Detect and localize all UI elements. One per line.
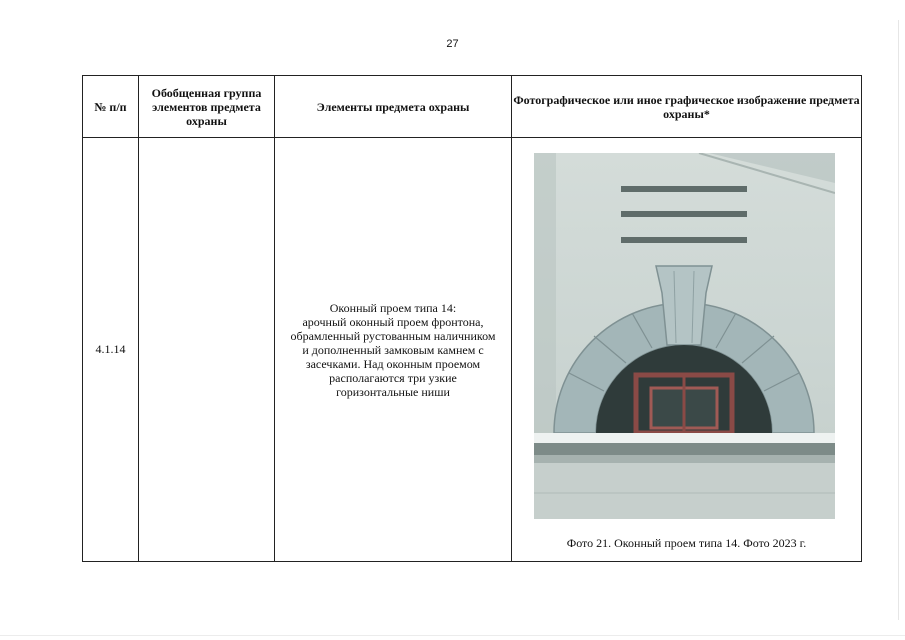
row-photo-cell <box>512 138 862 562</box>
element-line: обрамленный рустованным наличником <box>290 328 496 343</box>
header-image: Фотографическое или иное графическое изображение предмета охраны* <box>512 76 862 138</box>
heritage-table <box>82 75 862 562</box>
header-num: № п/п <box>83 76 139 138</box>
row-group <box>139 138 275 562</box>
element-line: арочный оконный проем фронтона, <box>302 314 484 329</box>
element-line: и дополненный замковым камнем с <box>302 342 484 357</box>
table-row <box>83 138 862 562</box>
row-num: 4.1.14 <box>83 138 139 562</box>
scan-edge-bottom <box>0 635 905 636</box>
window-photo <box>534 153 835 519</box>
window-photo-illustration <box>534 153 835 519</box>
photo-caption: Фото 21. Оконный проем типа 14. Фото 2023 г. <box>566 536 807 550</box>
scan-edge-right <box>898 20 899 620</box>
header-elements: Элементы предмета охраны <box>275 76 512 138</box>
header-group: Обобщенная группа элементов предмета охраны <box>139 76 275 138</box>
element-line: располагаются три узкие <box>329 370 457 385</box>
element-line: горизонтальные ниши <box>336 384 450 399</box>
element-line: засечками. Над оконным проемом <box>305 356 481 371</box>
row-elements <box>275 138 512 562</box>
table-header-row <box>83 76 862 138</box>
page-number: 27 <box>446 38 459 50</box>
element-line: Оконный проем типа 14: <box>329 300 457 315</box>
